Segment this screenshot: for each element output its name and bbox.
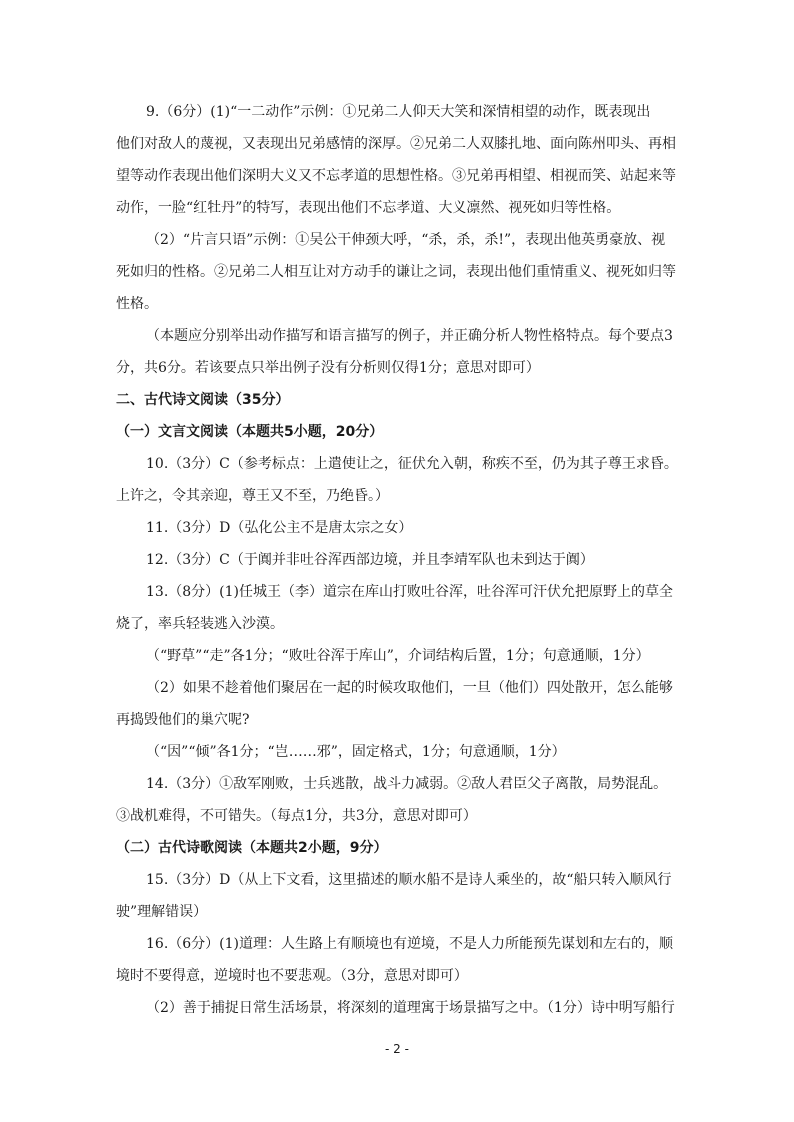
q13-line-2: 烧了，率兵轻装逃入沙漠。: [116, 616, 284, 632]
q13-line-1: 13.（8分）(1)任城王（李）道宗在库山打败吐谷浑，吐谷浑可汗伏允把原野上的草全: [146, 584, 674, 600]
q9-line-4: 动作，一脸“红牡丹”的特写，表现出他们不忘孝道、大义凛然、视死如归等性格。: [116, 200, 621, 216]
q14-line-2: ③战机难得，不可错失。（每点1分，共3分，意思对即可）: [116, 808, 477, 824]
answer-key-body: [116, 96, 676, 1024]
q15-line-1: 15.（3分）D（从上下文看，这里描述的顺水船不是诗人乘坐的，故“船只转入顺风行: [146, 872, 672, 888]
q12-line: 12.（3分）C（于阗并非吐谷浑西部边境，并且李靖军队也未到达于阗）: [146, 552, 594, 568]
q10-line-1: 10.（3分）C（参考标点：上遣使让之，征伏允入朝，称疾不至，仍为其子尊王求昏。: [146, 456, 678, 472]
q9-part2-line-2: 死如归的性格。②兄弟二人相互让对方动手的谦让之词，表现出他们重情重义、视死如归等: [116, 264, 676, 280]
subsection-heading-poetry: （二）古代诗歌阅读（本题共2小题，9分）: [116, 840, 388, 856]
subsection-heading-prose: （一）文言文阅读（本题共5小题，20分）: [116, 424, 384, 440]
q16-part2-line-1: （2）善于捕捉日常生活场景，将深刻的道理寓于场景描写之中。（1分）诗中明写船行: [146, 1000, 675, 1016]
q9-line-2: 他们对敌人的蔑视，又表现出兄弟感情的深厚。②兄弟二人双膝扎地、面向陈州叩头、再相: [116, 136, 676, 152]
q10-line-2: 上许之，令其亲迎，尊王又不至，乃绝昏。）: [116, 488, 389, 504]
q9-note-line-2: 分，共6分。若该要点只举出例子没有分析则仅得1分；意思对即可）: [116, 360, 540, 376]
page-number: - 2 -: [385, 1042, 409, 1056]
q16-line-2: 境时不要得意，逆境时也不要悲观。（3分，意思对即可）: [116, 968, 468, 984]
q14-line-1: 14.（3分）①敌军刚败，士兵逃散，战斗力减弱。②敌人君臣父子离散，局势混乱。: [146, 776, 668, 792]
q13-part2-line-2: 再捣毁他们的巢穴呢?: [116, 712, 250, 728]
q9-note-line-1: （本题应分别举出动作描写和语言描写的例子，并正确分析人物性格特点。每个要点3: [146, 328, 673, 344]
q9-part2-line-1: （2）“片言只语”示例：①吴公干伸颈大呼，“杀，杀，杀!”，表现出他英勇豪放、视: [146, 232, 666, 248]
q13-scoring-1: （“野草”“走”各1分；“败吐谷浑于库山”，介词结构后置，1分；句意通顺，1分）: [146, 648, 650, 664]
q15-line-2: 驶”理解错误）: [116, 904, 208, 920]
q16-line-1: 16.（6分）(1)道理：人生路上有顺境也有逆境，不是人力所能预先谋划和左右的，顺: [146, 936, 674, 952]
q13-part2-line-1: （2）如果不趁着他们聚居在一起的时候攻取他们，一旦（他们）四处散开，怎么能够: [146, 680, 673, 696]
q11-line: 11.（3分）D（弘化公主不是唐太宗之女）: [146, 520, 413, 536]
section-heading-classical: 二、古代诗文阅读（35分）: [116, 392, 290, 408]
q9-part2-line-3: 性格。: [116, 296, 158, 312]
q9-line-1: 9.（6分）(1)“一二动作”示例：①兄弟二人仰天大笑和深情相望的动作，既表现出: [146, 104, 651, 120]
q13-scoring-2: （“因”“倾”各1分；“岂……邪”，固定格式，1分；句意通顺，1分）: [146, 744, 566, 760]
q9-line-3: 望等动作表现出他们深明大义又不忘孝道的思想性格。③兄弟再相望、相视而笑、站起来等: [116, 168, 676, 184]
